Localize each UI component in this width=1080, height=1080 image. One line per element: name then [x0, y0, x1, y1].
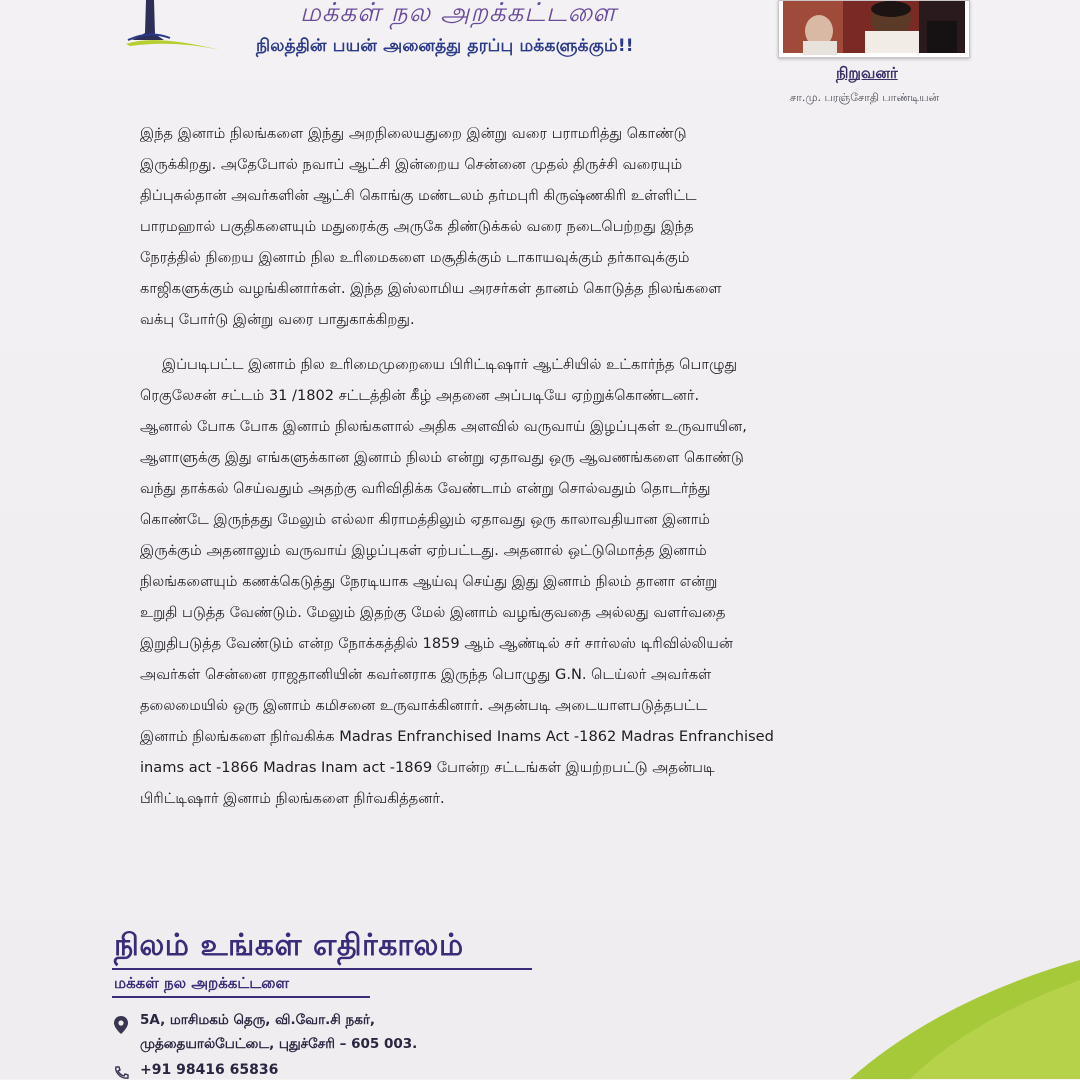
text-line: பிரிட்டிஷார் இனாம் நிலங்களை நிர்வகித்தனர்.	[140, 790, 445, 807]
text-line: ஆளாளுக்கு இது எங்களுக்கான இனாம் நிலம் என்று ஏதாவது ஒரு ஆவணங்களை கொண்டு	[140, 449, 744, 466]
text-line: இந்த இனாம் நிலங்களை இந்து அறநிலையதுறை இன்று வரை பராமரித்து கொண்டு	[140, 125, 687, 142]
tree-logo-icon	[124, 0, 224, 60]
address-line-1: 5A, மாசிமகம் தெரு, வி.வோ.சி நகர்,	[140, 1012, 376, 1028]
text-line: இப்படிபட்ட இனாம் நில உரிமைமுறையை பிரிட்டிஷார் ஆட்சியில் உட்கார்ந்த பொழுது	[162, 356, 738, 373]
text-line: நிலங்களையும் கணக்கெடுத்து நேரடியாக ஆய்வு செய்து இது இனாம் நிலம் தானா என்று	[140, 573, 718, 590]
founder-photo	[778, 0, 970, 58]
text-line: இறுதிபடுத்த வேண்டும் என்ற நோக்கத்தில் 1859 ஆம் ஆண்டில் சர் சார்லஸ் டிரிவில்லியன்	[140, 635, 734, 652]
text-line: நேரத்தில் நிறைய இனாம் நில உரிமைகளை மசூதிக்கும் டாகாயவுக்கும் தர்காவுக்கும்	[140, 249, 690, 266]
green-swoosh-decoration	[820, 960, 1080, 1079]
trust-name-script: மக்கள் நல அறக்கட்டளை	[300, 0, 617, 28]
text-line: காஜிகளுக்கும் வழங்கினார்கள். இந்த இஸ்லாமிய அரசர்கள் தானம் கொடுத்த நிலங்களை	[140, 280, 722, 297]
text-line: இனாம் நிலங்களை நிர்வகிக்க Madras Enfranchised Inams Act -1862 Madras Enfranchised	[140, 728, 774, 745]
footer-title: நிலம் உங்கள் எதிர்காலம்	[114, 928, 464, 963]
text-line: ஆனால் போக போக இனாம் நிலங்களால் அதிக அளவில் வருவாய் இழப்புகள் உருவாயின,	[140, 418, 747, 435]
text-line: இருக்கும் அதனாலும் வருவாய் இழப்புகள் ஏற்பட்டது. அதனால் ஒட்டுமொத்த இனாம்	[140, 542, 707, 559]
text-line: inams act -1866 Madras Inam act -1869 போன்ற சட்டங்கள் இயற்றபட்டு அதன்படி	[140, 759, 715, 776]
founder-title: நிறுவனர்	[836, 64, 898, 82]
paragraph-1	[140, 118, 940, 335]
phone-icon	[114, 1066, 130, 1080]
text-line: இருக்கிறது. அதேபோல் நவாப் ஆட்சி இன்றைய சென்னை முதல் திருச்சி வரையும்	[140, 156, 683, 173]
text-line: ரெகுலேசன் சட்டம் 31 /1802 சட்டத்தின் கீழ் அதனை அப்படியே ஏற்றுக்கொண்டனர்.	[140, 387, 700, 404]
text-line: கொண்டே இருந்தது மேலும் எல்லா கிராமத்திலும் ஏதாவது ஒரு காலாவதியான இனாம்	[140, 511, 710, 528]
article-body	[140, 118, 940, 814]
text-line: வக்பு போர்டு இன்று வரை பாதுகாக்கிறது.	[140, 311, 415, 328]
slogan: நிலத்தின் பயன் அனைத்து தரப்பு மக்களுக்கும்!!	[256, 36, 634, 56]
footer-divider	[112, 968, 532, 970]
text-line: திப்புசுல்தான் அவர்களின் ஆட்சி கொங்கு மண்டலம் தர்மபுரி கிருஷ்ணகிரி உள்ளிட்ட	[140, 187, 697, 204]
address-line-2: முத்தையால்பேட்டை, புதுச்சேரி – 605 003.	[140, 1036, 418, 1052]
text-line: உறுதி படுத்த வேண்டும். மேலும் இதற்கு மேல் இனாம் வழங்குவதை அல்லது வளர்வதை	[140, 604, 726, 621]
phone-number: +91 98416 65836	[140, 1062, 279, 1078]
founder-photo-image	[779, 1, 969, 57]
paragraph-2	[140, 349, 940, 814]
text-line: வந்து தாக்கல் செய்வதும் அதற்கு வரிவிதிக்க வேண்டாம் என்று சொல்வதும் தொடர்ந்து	[140, 480, 711, 497]
location-pin-icon	[114, 1016, 128, 1034]
text-line: பாரமஹால் பகுதிகளையும் மதுரைக்கு அருகே திண்டுக்கல் வரை நடைபெற்றது இந்த	[140, 218, 694, 235]
text-line: தலைமையில் ஒரு இனாம் கமிசனை உருவாக்கினார். அதன்படி அடையாளபடுத்தபட்ட	[140, 697, 708, 714]
footer-subtitle: மக்கள் நல அறக்கட்டளை	[114, 974, 289, 992]
founder-name: சா.மு. பரஞ்சோதி பாண்டியன்	[790, 91, 940, 104]
footer-subtitle-divider	[112, 996, 370, 998]
text-line: அவர்கள் சென்னை ராஜதானியின் கவர்னராக இருந்த பொழுது G.N. டெய்லர் அவர்கள்	[140, 666, 712, 683]
